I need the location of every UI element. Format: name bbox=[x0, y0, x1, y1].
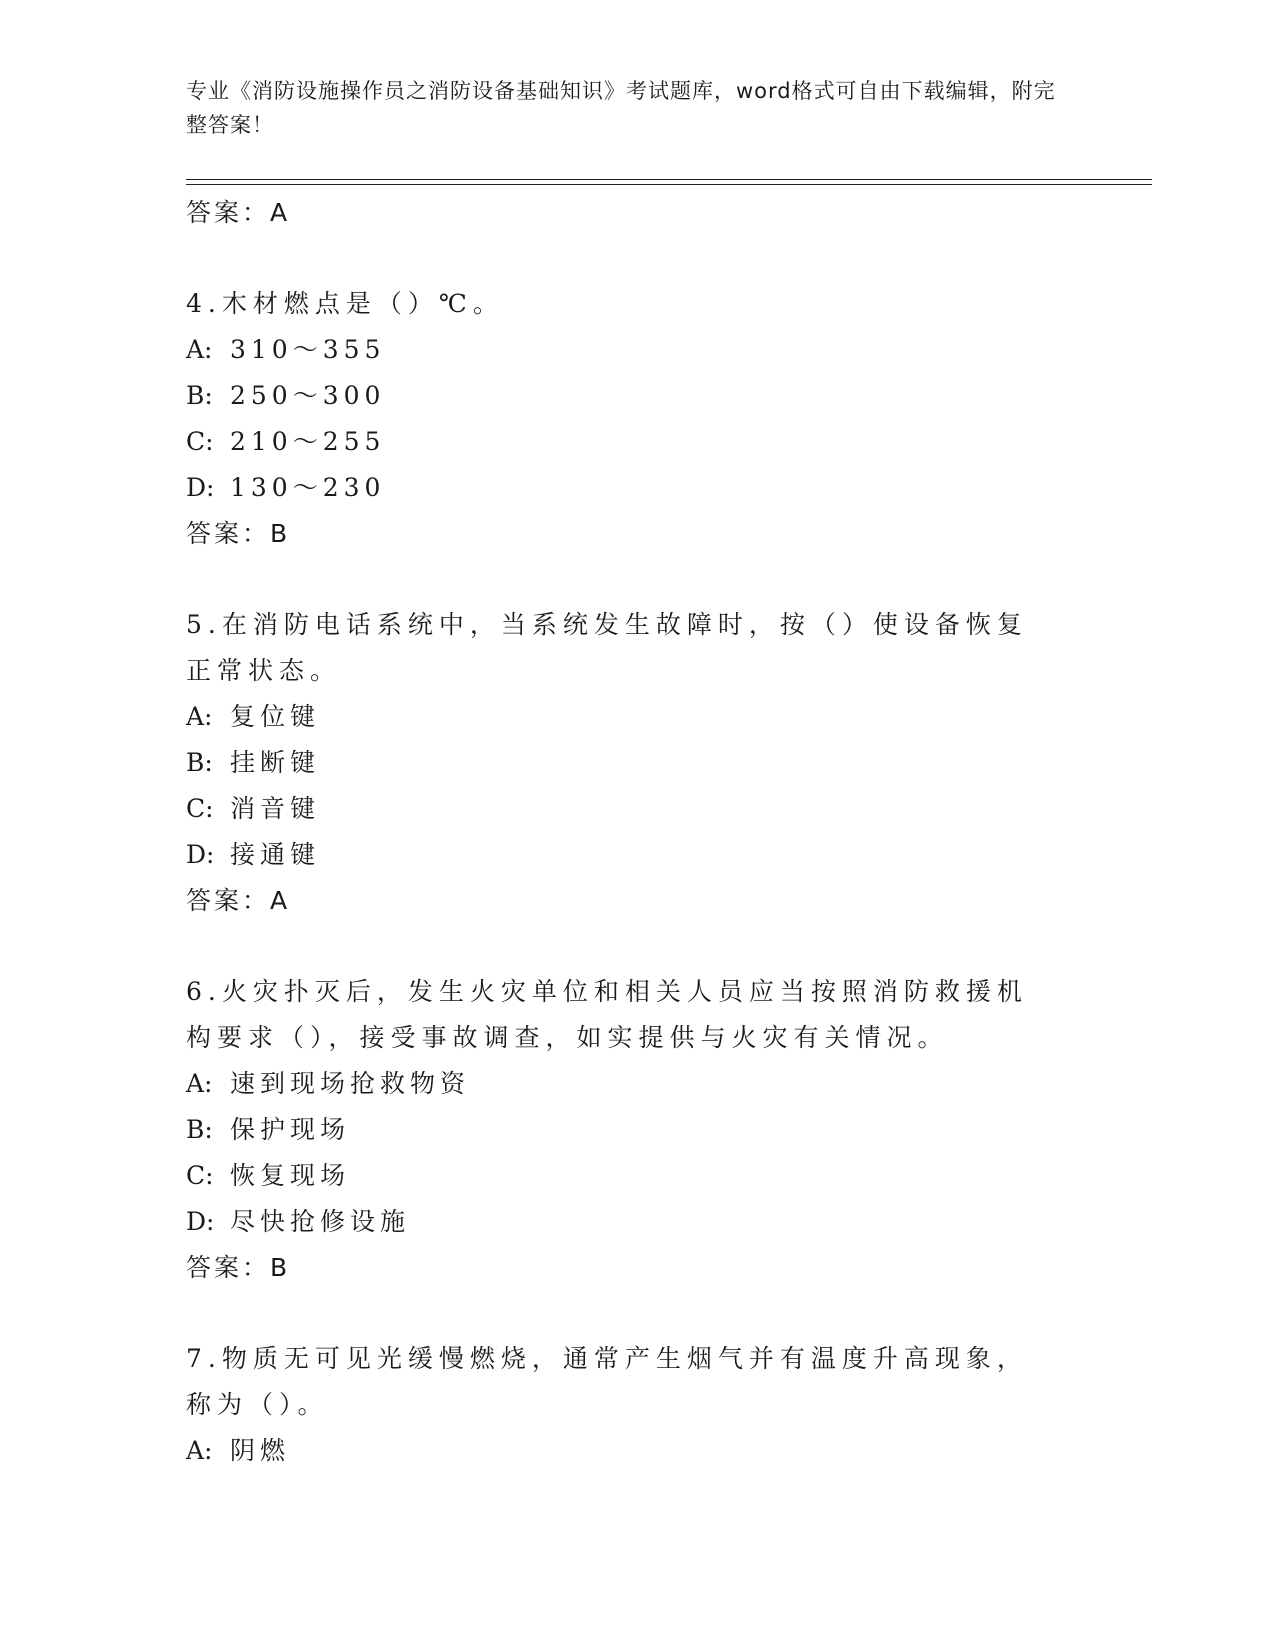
option-text: 速到现场抢救物资 bbox=[230, 1069, 471, 1098]
header-rule-top bbox=[186, 179, 1152, 180]
option-key: A: bbox=[186, 335, 213, 364]
answer-line bbox=[186, 511, 1086, 557]
question-block bbox=[186, 1336, 1086, 1474]
question-stem: 5.在消防电话系统中，当系统发生故障时，按（）使设备恢复正常状态。 bbox=[186, 610, 1028, 685]
question-list bbox=[186, 190, 1086, 1474]
answer-value: A bbox=[270, 886, 289, 915]
option-key: A: bbox=[186, 1069, 213, 1098]
option-b bbox=[186, 373, 1086, 419]
question-block bbox=[186, 281, 1086, 557]
option-text: 210～255 bbox=[230, 427, 386, 456]
answer-label: 答案： bbox=[186, 1253, 271, 1282]
option-text: 消音键 bbox=[230, 794, 321, 823]
answer-value: B bbox=[270, 519, 289, 548]
document-header bbox=[186, 74, 1066, 142]
option-a bbox=[186, 694, 1086, 740]
option-text: 挂断键 bbox=[230, 748, 321, 777]
option-text: 接通键 bbox=[230, 840, 321, 869]
option-text: 250～300 bbox=[230, 381, 386, 410]
option-d bbox=[186, 1199, 1086, 1245]
option-key: B: bbox=[186, 381, 213, 410]
question-stem: 4.木材燃点是（）℃。 bbox=[186, 289, 504, 318]
option-a bbox=[186, 1428, 1086, 1474]
option-text: 保护现场 bbox=[230, 1115, 351, 1144]
option-key: D: bbox=[186, 840, 215, 869]
answer-line bbox=[186, 1245, 1086, 1291]
option-text: 复位键 bbox=[230, 702, 321, 731]
answer-label: 答案： bbox=[186, 519, 271, 548]
question-block bbox=[186, 969, 1086, 1291]
option-d bbox=[186, 465, 1086, 511]
option-key: C: bbox=[186, 1161, 214, 1190]
option-c bbox=[186, 786, 1086, 832]
option-key: C: bbox=[186, 427, 214, 456]
option-key: A: bbox=[186, 1436, 213, 1465]
option-c bbox=[186, 1153, 1086, 1199]
header-rule-bottom bbox=[186, 184, 1152, 185]
option-b bbox=[186, 740, 1086, 786]
question-stem: 6.火灾扑灭后，发生火灾单位和相关人员应当按照消防救援机构要求（），接受事故调查，如实提供与火灾有关情况。 bbox=[186, 977, 1028, 1052]
option-a bbox=[186, 1061, 1086, 1107]
option-b bbox=[186, 1107, 1086, 1153]
option-text: 恢复现场 bbox=[230, 1161, 351, 1190]
question-stem: 7.物质无可见光缓慢燃烧，通常产生烟气并有温度升高现象，称为（）。 bbox=[186, 1344, 1028, 1419]
header-text: 专业《消防设施操作员之消防设备基础知识》考试题库，word格式可自由下载编辑，附完整答案！ bbox=[186, 79, 1056, 137]
option-d bbox=[186, 832, 1086, 878]
answer-value: A bbox=[270, 198, 289, 227]
option-key: A: bbox=[186, 702, 213, 731]
answer-line bbox=[186, 190, 1086, 236]
option-c bbox=[186, 419, 1086, 465]
option-text: 310～355 bbox=[230, 335, 386, 364]
question-block bbox=[186, 602, 1086, 924]
option-key: B: bbox=[186, 1115, 213, 1144]
option-text: 130～230 bbox=[230, 473, 386, 502]
answer-label: 答案： bbox=[186, 198, 271, 227]
option-a bbox=[186, 327, 1086, 373]
option-text: 阴燃 bbox=[230, 1436, 291, 1465]
option-key: C: bbox=[186, 794, 214, 823]
answer-label: 答案： bbox=[186, 886, 271, 915]
option-key: D: bbox=[186, 1207, 215, 1236]
answer-value: B bbox=[270, 1253, 289, 1282]
answer-line bbox=[186, 878, 1086, 924]
option-key: D: bbox=[186, 473, 215, 502]
option-key: B: bbox=[186, 748, 213, 777]
option-text: 尽快抢修设施 bbox=[230, 1207, 411, 1236]
